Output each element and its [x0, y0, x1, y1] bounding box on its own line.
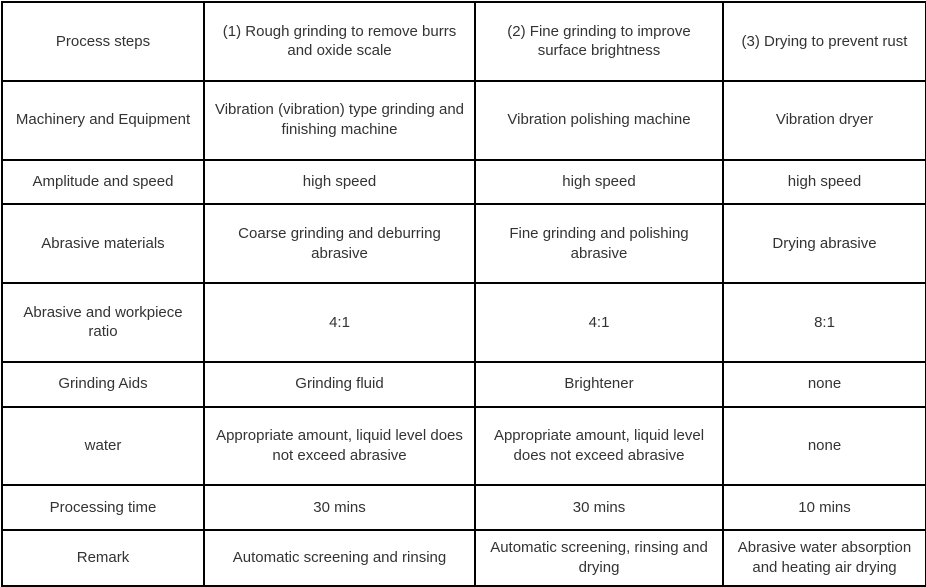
table-row-processing-time — [2, 485, 926, 530]
table-row-process-steps — [2, 2, 926, 81]
table-cell: Brightener — [475, 362, 723, 407]
table-row-workpiece-ratio — [2, 283, 926, 362]
table-cell: (1) Rough grinding to remove burrs and oxide scale — [204, 2, 475, 81]
table-cell: none — [723, 362, 926, 407]
table-row-water — [2, 407, 926, 486]
row-header-cell: Machinery and Equipment — [2, 81, 204, 160]
table-cell: Drying abrasive — [723, 204, 926, 283]
table-cell: Appropriate amount, liquid level does not exceed abrasive — [475, 407, 723, 486]
table-cell: high speed — [204, 160, 475, 205]
row-header-cell: Processing time — [2, 485, 204, 530]
table-row-machinery — [2, 81, 926, 160]
table-cell: Automatic screening and rinsing — [204, 530, 475, 586]
process-table — [1, 1, 926, 587]
table-cell: 30 mins — [475, 485, 723, 530]
table-cell: Vibration dryer — [723, 81, 926, 160]
row-header-cell: Grinding Aids — [2, 362, 204, 407]
table-row-amplitude-speed — [2, 160, 926, 205]
table-cell: Vibration (vibration) type grinding and finishing machine — [204, 81, 475, 160]
table-cell: Automatic screening, rinsing and drying — [475, 530, 723, 586]
table-cell: 10 mins — [723, 485, 926, 530]
table-cell: (2) Fine grinding to improve surface brightness — [475, 2, 723, 81]
table-cell: Grinding fluid — [204, 362, 475, 407]
row-header-cell: Abrasive and workpiece ratio — [2, 283, 204, 362]
table-cell: high speed — [475, 160, 723, 205]
row-header-cell: Amplitude and speed — [2, 160, 204, 205]
row-header-cell: Process steps — [2, 2, 204, 81]
table-row-grinding-aids — [2, 362, 926, 407]
table-cell: none — [723, 407, 926, 486]
row-header-cell: Remark — [2, 530, 204, 586]
table-cell: Coarse grinding and deburring abrasive — [204, 204, 475, 283]
table-cell: Vibration polishing machine — [475, 81, 723, 160]
table-row-abrasive-materials — [2, 204, 926, 283]
row-header-cell: water — [2, 407, 204, 486]
table-cell: Fine grinding and polishing abrasive — [475, 204, 723, 283]
table-cell: Appropriate amount, liquid level does not exceed abrasive — [204, 407, 475, 486]
table-cell: high speed — [723, 160, 926, 205]
table-cell: 8:1 — [723, 283, 926, 362]
row-header-cell: Abrasive materials — [2, 204, 204, 283]
table-cell: 30 mins — [204, 485, 475, 530]
table-cell: 4:1 — [204, 283, 475, 362]
table-cell: (3) Drying to prevent rust — [723, 2, 926, 81]
table-row-remark — [2, 530, 926, 586]
table-cell: 4:1 — [475, 283, 723, 362]
table-cell: Abrasive water absorption and heating air drying — [723, 530, 926, 586]
